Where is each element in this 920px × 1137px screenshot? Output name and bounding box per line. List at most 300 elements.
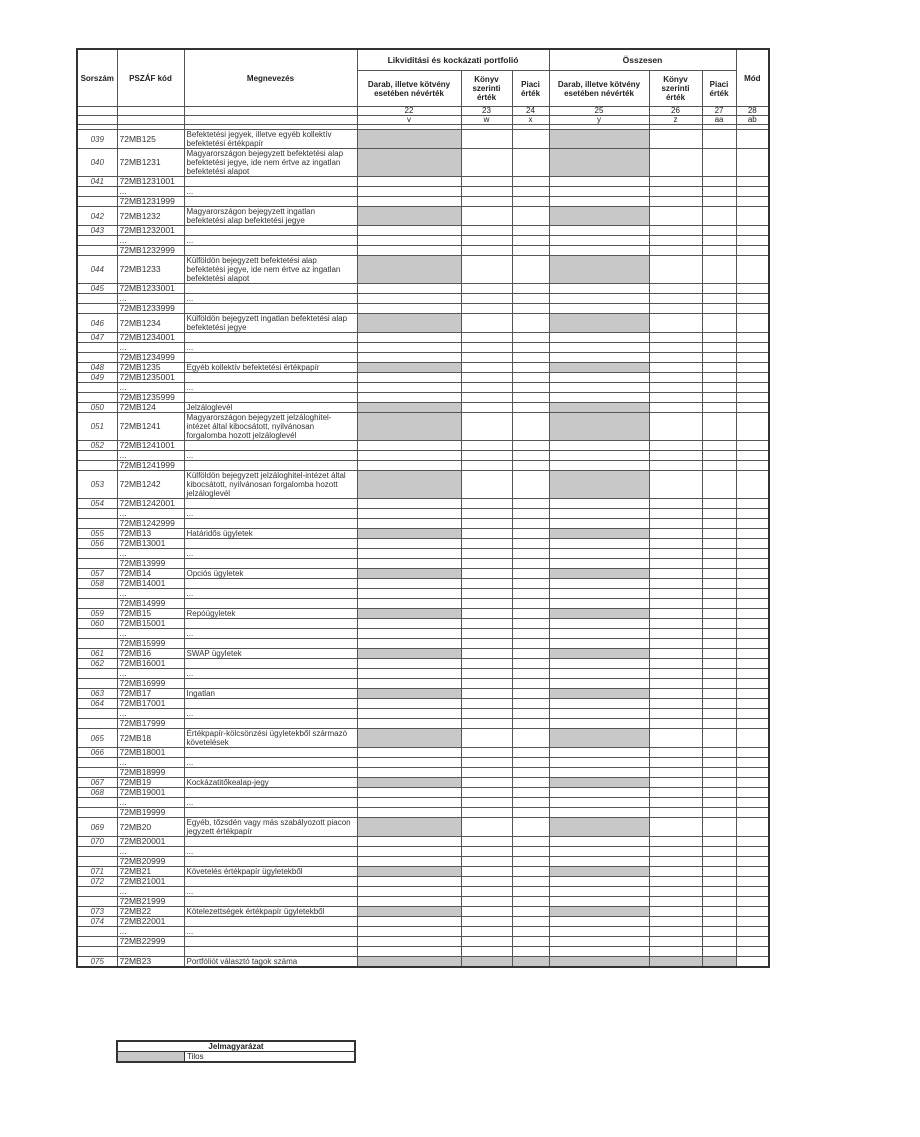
row-value-cell[interactable] — [702, 130, 736, 149]
row-value-cell[interactable] — [649, 177, 702, 187]
row-value-cell[interactable] — [357, 798, 461, 808]
row-value-cell[interactable] — [512, 847, 549, 857]
row-value-cell[interactable] — [702, 877, 736, 887]
row-value-cell[interactable] — [357, 236, 461, 246]
row-value-cell[interactable] — [736, 649, 769, 659]
row-value-cell[interactable] — [461, 699, 512, 709]
row-value-cell[interactable] — [512, 729, 549, 748]
row-value-cell[interactable] — [461, 679, 512, 689]
row-value-cell[interactable] — [461, 471, 512, 499]
row-value-cell[interactable] — [357, 589, 461, 599]
row-value-cell[interactable] — [461, 927, 512, 937]
row-value-cell[interactable] — [702, 699, 736, 709]
row-value-cell[interactable] — [357, 599, 461, 609]
row-value-cell[interactable] — [357, 719, 461, 729]
row-value-cell[interactable] — [512, 529, 549, 539]
row-value-cell[interactable] — [512, 403, 549, 413]
row-value-cell[interactable] — [512, 413, 549, 441]
row-value-cell[interactable] — [549, 343, 649, 353]
row-value-cell[interactable] — [649, 619, 702, 629]
row-value-cell[interactable] — [549, 549, 649, 559]
row-value-cell[interactable] — [512, 569, 549, 579]
row-value-cell[interactable] — [461, 748, 512, 758]
row-value-cell[interactable] — [649, 837, 702, 847]
row-value-cell[interactable] — [512, 798, 549, 808]
row-value-cell[interactable] — [649, 471, 702, 499]
row-value-cell[interactable] — [736, 569, 769, 579]
row-value-cell[interactable] — [461, 947, 512, 957]
row-value-cell[interactable] — [357, 177, 461, 187]
row-value-cell[interactable] — [702, 937, 736, 947]
row-value-cell[interactable] — [702, 519, 736, 529]
row-value-cell[interactable] — [512, 867, 549, 877]
row-value-cell[interactable] — [549, 768, 649, 778]
row-value-cell[interactable] — [512, 333, 549, 343]
row-value-cell[interactable] — [512, 509, 549, 519]
row-value-cell[interactable] — [736, 226, 769, 236]
row-value-cell[interactable] — [649, 589, 702, 599]
row-value-cell[interactable] — [461, 649, 512, 659]
row-value-cell[interactable] — [512, 177, 549, 187]
row-value-cell[interactable] — [461, 149, 512, 177]
row-value-cell[interactable] — [702, 758, 736, 768]
row-value-cell[interactable] — [649, 314, 702, 333]
row-value-cell[interactable] — [736, 729, 769, 748]
row-value-cell[interactable] — [512, 887, 549, 897]
row-value-cell[interactable] — [512, 649, 549, 659]
row-value-cell[interactable] — [649, 947, 702, 957]
row-value-cell[interactable] — [357, 887, 461, 897]
row-value-cell[interactable] — [549, 798, 649, 808]
row-value-cell[interactable] — [736, 559, 769, 569]
row-value-cell[interactable] — [702, 304, 736, 314]
row-value-cell[interactable] — [549, 226, 649, 236]
row-value-cell[interactable] — [357, 748, 461, 758]
row-value-cell[interactable] — [357, 877, 461, 887]
row-value-cell[interactable] — [736, 947, 769, 957]
row-value-cell[interactable] — [512, 837, 549, 847]
row-value-cell[interactable] — [649, 413, 702, 441]
row-value-cell[interactable] — [512, 719, 549, 729]
row-value-cell[interactable] — [512, 947, 549, 957]
row-value-cell[interactable] — [702, 413, 736, 441]
row-value-cell[interactable] — [736, 373, 769, 383]
row-value-cell[interactable] — [649, 679, 702, 689]
row-value-cell[interactable] — [736, 353, 769, 363]
row-value-cell[interactable] — [702, 619, 736, 629]
row-value-cell[interactable] — [461, 373, 512, 383]
row-value-cell[interactable] — [512, 679, 549, 689]
row-value-cell[interactable] — [461, 383, 512, 393]
row-value-cell[interactable] — [649, 519, 702, 529]
row-value-cell[interactable] — [649, 579, 702, 589]
row-value-cell[interactable] — [736, 837, 769, 847]
row-value-cell[interactable] — [702, 927, 736, 937]
row-value-cell[interactable] — [512, 236, 549, 246]
row-value-cell[interactable] — [736, 679, 769, 689]
row-value-cell[interactable] — [736, 314, 769, 333]
row-value-cell[interactable] — [512, 246, 549, 256]
row-value-cell[interactable] — [702, 294, 736, 304]
row-value-cell[interactable] — [512, 629, 549, 639]
row-value-cell[interactable] — [549, 947, 649, 957]
row-value-cell[interactable] — [702, 569, 736, 579]
row-value-cell[interactable] — [649, 867, 702, 877]
row-value-cell[interactable] — [461, 246, 512, 256]
row-value-cell[interactable] — [549, 877, 649, 887]
row-value-cell[interactable] — [702, 197, 736, 207]
row-value-cell[interactable] — [736, 609, 769, 619]
row-value-cell[interactable] — [649, 857, 702, 867]
row-value-cell[interactable] — [357, 549, 461, 559]
row-value-cell[interactable] — [512, 461, 549, 471]
row-value-cell[interactable] — [461, 343, 512, 353]
row-value-cell[interactable] — [702, 549, 736, 559]
row-value-cell[interactable] — [702, 284, 736, 294]
row-value-cell[interactable] — [461, 729, 512, 748]
row-value-cell[interactable] — [512, 857, 549, 867]
row-value-cell[interactable] — [736, 393, 769, 403]
row-value-cell[interactable] — [702, 818, 736, 837]
row-value-cell[interactable] — [549, 897, 649, 907]
row-value-cell[interactable] — [702, 897, 736, 907]
row-value-cell[interactable] — [649, 709, 702, 719]
row-value-cell[interactable] — [736, 294, 769, 304]
row-value-cell[interactable] — [736, 788, 769, 798]
row-value-cell[interactable] — [736, 778, 769, 788]
row-value-cell[interactable] — [461, 559, 512, 569]
row-value-cell[interactable] — [702, 778, 736, 788]
row-value-cell[interactable] — [736, 897, 769, 907]
row-value-cell[interactable] — [549, 236, 649, 246]
row-value-cell[interactable] — [512, 699, 549, 709]
row-value-cell[interactable] — [512, 917, 549, 927]
row-value-cell[interactable] — [649, 669, 702, 679]
row-value-cell[interactable] — [549, 304, 649, 314]
row-value-cell[interactable] — [736, 917, 769, 927]
row-value-cell[interactable] — [702, 768, 736, 778]
row-value-cell[interactable] — [512, 619, 549, 629]
row-value-cell[interactable] — [649, 509, 702, 519]
row-value-cell[interactable] — [461, 519, 512, 529]
row-value-cell[interactable] — [702, 441, 736, 451]
row-value-cell[interactable] — [736, 887, 769, 897]
row-value-cell[interactable] — [702, 471, 736, 499]
row-value-cell[interactable] — [357, 559, 461, 569]
row-value-cell[interactable] — [702, 353, 736, 363]
row-value-cell[interactable] — [549, 719, 649, 729]
row-value-cell[interactable] — [461, 659, 512, 669]
row-value-cell[interactable] — [649, 461, 702, 471]
row-value-cell[interactable] — [649, 877, 702, 887]
row-value-cell[interactable] — [357, 808, 461, 818]
row-value-cell[interactable] — [357, 768, 461, 778]
row-value-cell[interactable] — [357, 441, 461, 451]
row-value-cell[interactable] — [512, 788, 549, 798]
row-value-cell[interactable] — [512, 778, 549, 788]
row-value-cell[interactable] — [549, 937, 649, 947]
row-value-cell[interactable] — [649, 847, 702, 857]
row-value-cell[interactable] — [357, 669, 461, 679]
row-value-cell[interactable] — [549, 847, 649, 857]
row-value-cell[interactable] — [649, 768, 702, 778]
row-value-cell[interactable] — [702, 729, 736, 748]
row-value-cell[interactable] — [512, 549, 549, 559]
row-value-cell[interactable] — [549, 589, 649, 599]
row-value-cell[interactable] — [702, 748, 736, 758]
row-value-cell[interactable] — [512, 897, 549, 907]
row-value-cell[interactable] — [549, 499, 649, 509]
row-value-cell[interactable] — [461, 284, 512, 294]
row-value-cell[interactable] — [736, 549, 769, 559]
row-value-cell[interactable] — [736, 907, 769, 917]
row-value-cell[interactable] — [512, 709, 549, 719]
row-value-cell[interactable] — [549, 639, 649, 649]
row-value-cell[interactable] — [357, 947, 461, 957]
row-value-cell[interactable] — [649, 393, 702, 403]
row-value-cell[interactable] — [512, 907, 549, 917]
row-value-cell[interactable] — [461, 549, 512, 559]
row-value-cell[interactable] — [702, 659, 736, 669]
row-value-cell[interactable] — [736, 798, 769, 808]
row-value-cell[interactable] — [649, 649, 702, 659]
row-value-cell[interactable] — [461, 599, 512, 609]
row-value-cell[interactable] — [649, 499, 702, 509]
row-value-cell[interactable] — [461, 451, 512, 461]
row-value-cell[interactable] — [736, 333, 769, 343]
row-value-cell[interactable] — [512, 441, 549, 451]
row-value-cell[interactable] — [461, 314, 512, 333]
row-value-cell[interactable] — [357, 629, 461, 639]
row-value-cell[interactable] — [549, 748, 649, 758]
row-value-cell[interactable] — [736, 413, 769, 441]
row-value-cell[interactable] — [461, 798, 512, 808]
row-value-cell[interactable] — [649, 569, 702, 579]
row-value-cell[interactable] — [649, 284, 702, 294]
row-value-cell[interactable] — [649, 373, 702, 383]
row-value-cell[interactable] — [512, 363, 549, 373]
row-value-cell[interactable] — [649, 629, 702, 639]
row-value-cell[interactable] — [702, 451, 736, 461]
row-value-cell[interactable] — [461, 639, 512, 649]
row-value-cell[interactable] — [357, 639, 461, 649]
row-value-cell[interactable] — [702, 719, 736, 729]
row-value-cell[interactable] — [512, 669, 549, 679]
row-value-cell[interactable] — [702, 509, 736, 519]
row-value-cell[interactable] — [512, 343, 549, 353]
row-value-cell[interactable] — [736, 699, 769, 709]
row-value-cell[interactable] — [512, 130, 549, 149]
row-value-cell[interactable] — [461, 887, 512, 897]
row-value-cell[interactable] — [649, 937, 702, 947]
row-value-cell[interactable] — [512, 207, 549, 226]
row-value-cell[interactable] — [512, 519, 549, 529]
row-value-cell[interactable] — [702, 363, 736, 373]
row-value-cell[interactable] — [649, 549, 702, 559]
row-value-cell[interactable] — [702, 333, 736, 343]
row-value-cell[interactable] — [736, 748, 769, 758]
row-value-cell[interactable] — [549, 197, 649, 207]
row-value-cell[interactable] — [649, 256, 702, 284]
row-value-cell[interactable] — [649, 639, 702, 649]
row-value-cell[interactable] — [461, 937, 512, 947]
row-value-cell[interactable] — [461, 304, 512, 314]
row-value-cell[interactable] — [736, 451, 769, 461]
row-value-cell[interactable] — [649, 529, 702, 539]
row-value-cell[interactable] — [649, 363, 702, 373]
row-value-cell[interactable] — [702, 629, 736, 639]
row-value-cell[interactable] — [702, 149, 736, 177]
row-value-cell[interactable] — [512, 393, 549, 403]
row-value-cell[interactable] — [461, 333, 512, 343]
row-value-cell[interactable] — [736, 461, 769, 471]
row-value-cell[interactable] — [461, 589, 512, 599]
row-value-cell[interactable] — [512, 937, 549, 947]
row-value-cell[interactable] — [649, 304, 702, 314]
row-value-cell[interactable] — [512, 314, 549, 333]
row-value-cell[interactable] — [702, 461, 736, 471]
row-value-cell[interactable] — [649, 699, 702, 709]
row-value-cell[interactable] — [512, 284, 549, 294]
row-value-cell[interactable] — [461, 529, 512, 539]
row-value-cell[interactable] — [736, 509, 769, 519]
row-value-cell[interactable] — [357, 393, 461, 403]
row-value-cell[interactable] — [736, 256, 769, 284]
row-value-cell[interactable] — [461, 857, 512, 867]
row-value-cell[interactable] — [357, 246, 461, 256]
row-value-cell[interactable] — [461, 187, 512, 197]
row-value-cell[interactable] — [357, 333, 461, 343]
row-value-cell[interactable] — [357, 499, 461, 509]
row-value-cell[interactable] — [649, 808, 702, 818]
row-value-cell[interactable] — [736, 867, 769, 877]
row-value-cell[interactable] — [461, 207, 512, 226]
row-value-cell[interactable] — [461, 393, 512, 403]
row-value-cell[interactable] — [357, 709, 461, 719]
row-value-cell[interactable] — [461, 689, 512, 699]
row-value-cell[interactable] — [357, 294, 461, 304]
row-value-cell[interactable] — [512, 639, 549, 649]
row-value-cell[interactable] — [512, 559, 549, 569]
row-value-cell[interactable] — [736, 629, 769, 639]
row-value-cell[interactable] — [649, 207, 702, 226]
row-value-cell[interactable] — [357, 679, 461, 689]
row-value-cell[interactable] — [736, 669, 769, 679]
row-value-cell[interactable] — [649, 559, 702, 569]
row-value-cell[interactable] — [512, 689, 549, 699]
row-value-cell[interactable] — [461, 788, 512, 798]
row-value-cell[interactable] — [461, 619, 512, 629]
row-value-cell[interactable] — [702, 857, 736, 867]
row-value-cell[interactable] — [357, 509, 461, 519]
row-value-cell[interactable] — [461, 509, 512, 519]
row-value-cell[interactable] — [549, 177, 649, 187]
row-value-cell[interactable] — [461, 907, 512, 917]
row-value-cell[interactable] — [461, 808, 512, 818]
row-value-cell[interactable] — [461, 403, 512, 413]
row-value-cell[interactable] — [649, 383, 702, 393]
row-value-cell[interactable] — [702, 383, 736, 393]
row-value-cell[interactable] — [649, 689, 702, 699]
row-value-cell[interactable] — [649, 917, 702, 927]
row-value-cell[interactable] — [512, 877, 549, 887]
row-value-cell[interactable] — [512, 304, 549, 314]
row-value-cell[interactable] — [357, 927, 461, 937]
row-value-cell[interactable] — [512, 149, 549, 177]
row-value-cell[interactable] — [549, 927, 649, 937]
row-value-cell[interactable] — [512, 748, 549, 758]
row-value-cell[interactable] — [649, 798, 702, 808]
row-value-cell[interactable] — [461, 539, 512, 549]
row-value-cell[interactable] — [702, 236, 736, 246]
row-value-cell[interactable] — [512, 294, 549, 304]
row-value-cell[interactable] — [549, 887, 649, 897]
row-value-cell[interactable] — [649, 451, 702, 461]
row-value-cell[interactable] — [549, 294, 649, 304]
row-value-cell[interactable] — [512, 197, 549, 207]
row-value-cell[interactable] — [736, 304, 769, 314]
row-value-cell[interactable] — [702, 314, 736, 333]
row-value-cell[interactable] — [461, 709, 512, 719]
row-value-cell[interactable] — [736, 130, 769, 149]
row-value-cell[interactable] — [357, 937, 461, 947]
row-value-cell[interactable] — [357, 837, 461, 847]
row-value-cell[interactable] — [357, 619, 461, 629]
row-value-cell[interactable] — [461, 609, 512, 619]
row-value-cell[interactable] — [649, 788, 702, 798]
row-value-cell[interactable] — [549, 519, 649, 529]
row-value-cell[interactable] — [549, 788, 649, 798]
row-value-cell[interactable] — [736, 689, 769, 699]
row-value-cell[interactable] — [649, 187, 702, 197]
row-value-cell[interactable] — [736, 383, 769, 393]
row-value-cell[interactable] — [702, 917, 736, 927]
row-value-cell[interactable] — [702, 177, 736, 187]
row-value-cell[interactable] — [357, 226, 461, 236]
row-value-cell[interactable] — [512, 187, 549, 197]
row-value-cell[interactable] — [649, 758, 702, 768]
row-value-cell[interactable] — [702, 373, 736, 383]
row-value-cell[interactable] — [649, 719, 702, 729]
row-value-cell[interactable] — [549, 659, 649, 669]
row-value-cell[interactable] — [702, 649, 736, 659]
row-value-cell[interactable] — [357, 847, 461, 857]
row-value-cell[interactable] — [736, 857, 769, 867]
row-value-cell[interactable] — [649, 729, 702, 748]
row-value-cell[interactable] — [461, 877, 512, 887]
row-value-cell[interactable] — [736, 246, 769, 256]
row-value-cell[interactable] — [461, 719, 512, 729]
row-value-cell[interactable] — [512, 471, 549, 499]
row-value-cell[interactable] — [461, 197, 512, 207]
row-value-cell[interactable] — [736, 236, 769, 246]
row-value-cell[interactable] — [512, 539, 549, 549]
row-value-cell[interactable] — [512, 373, 549, 383]
row-value-cell[interactable] — [357, 857, 461, 867]
row-value-cell[interactable] — [736, 808, 769, 818]
row-value-cell[interactable] — [461, 579, 512, 589]
row-value-cell[interactable] — [649, 149, 702, 177]
row-value-cell[interactable] — [736, 343, 769, 353]
row-value-cell[interactable] — [702, 256, 736, 284]
row-value-cell[interactable] — [702, 499, 736, 509]
row-value-cell[interactable] — [736, 441, 769, 451]
row-value-cell[interactable] — [736, 927, 769, 937]
row-value-cell[interactable] — [549, 353, 649, 363]
row-value-cell[interactable] — [702, 207, 736, 226]
row-value-cell[interactable] — [549, 509, 649, 519]
row-value-cell[interactable] — [736, 187, 769, 197]
